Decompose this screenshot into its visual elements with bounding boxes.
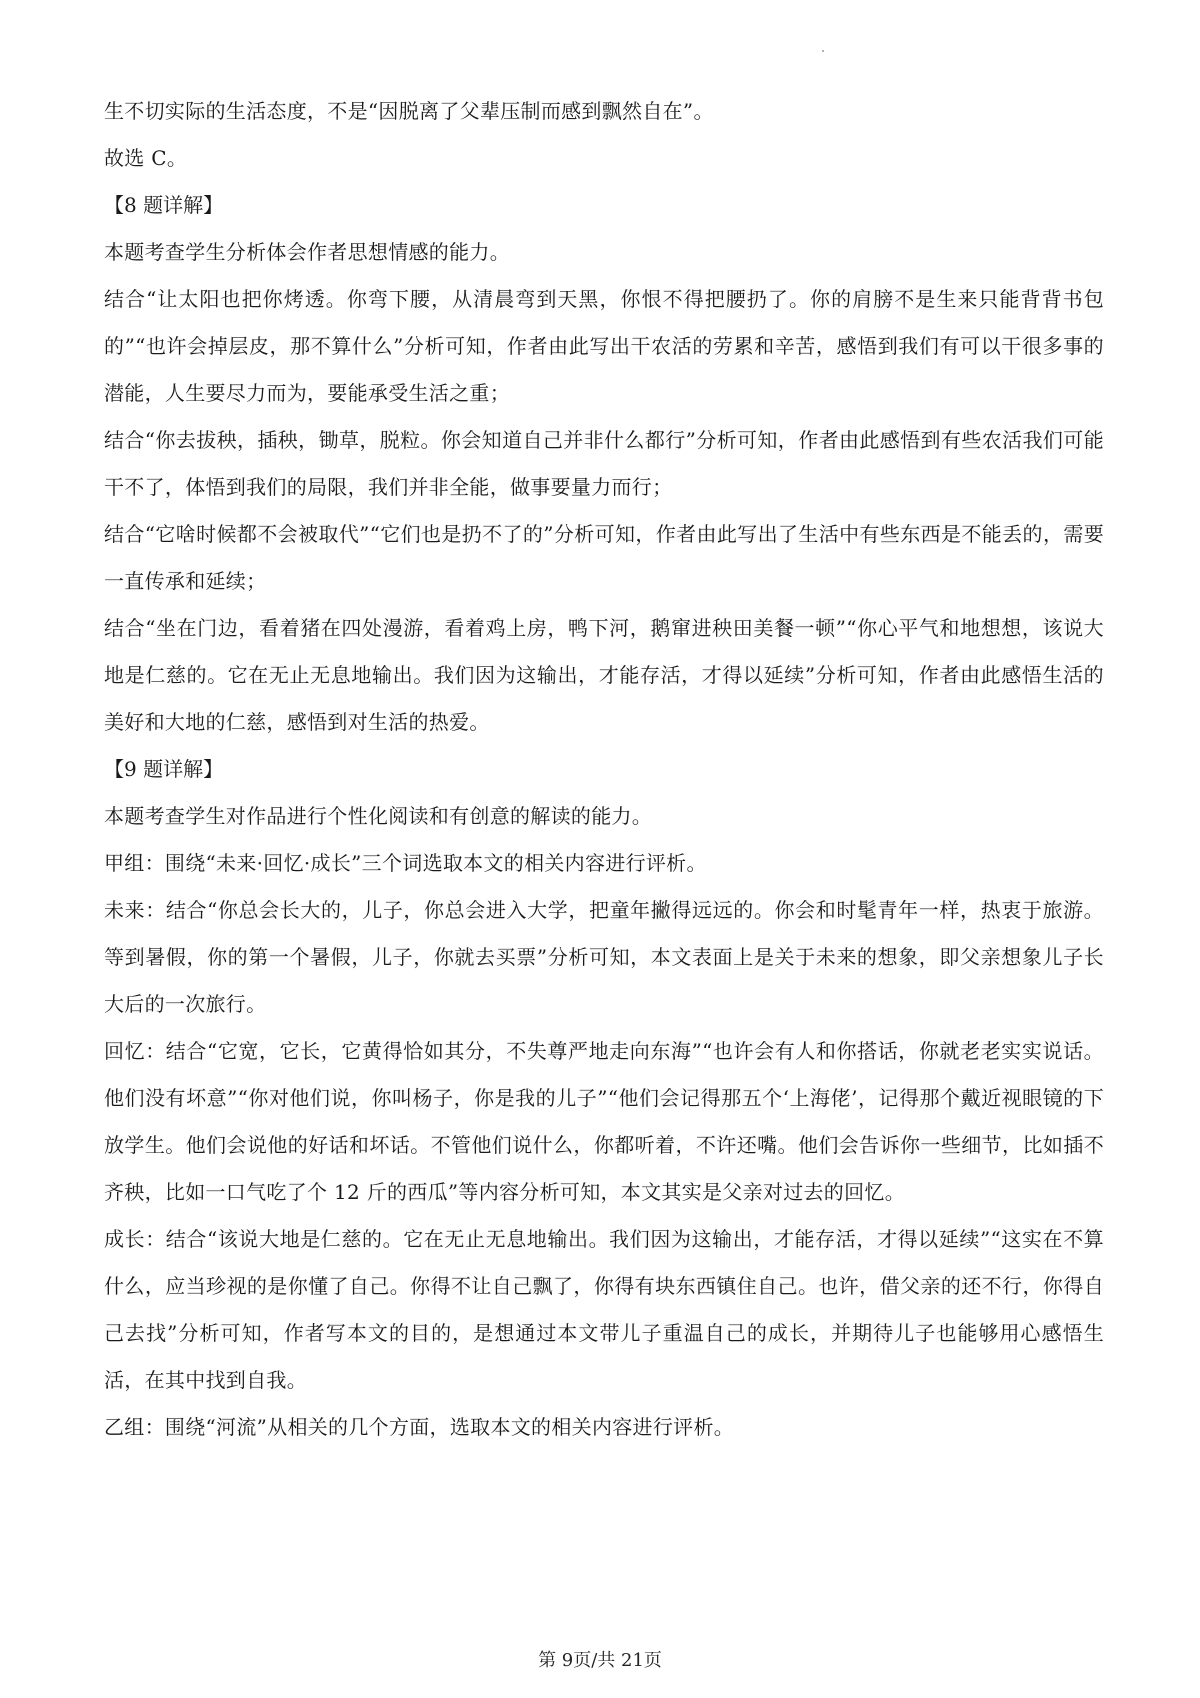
paragraph: 结合“它啥时候都不会被取代”“它们也是扔不了的”分析可知，作者由此写出了生活中有些东西是不能丢的，需要一直传承和延续； [104,522,1104,593]
paragraph: 本题考查学生对作品进行个性化阅读和有创意的解读的能力。 [104,804,653,828]
scan-dot [822,50,824,52]
paragraph: 本题考查学生分析体会作者思想情感的能力。 [104,240,510,264]
paragraph: 结合“坐在门边，看着猪在四处漫游，看着鸡上房，鸭下河，鹅窜进秧田美餐一顿”“你心平气和地想想，该说大地是仁慈的。它在无止无息地输出。我们因为这输出，才能存活，才得以延续”分析可知，作者由此感悟生活的美好和大地的仁慈，感悟到对生活的热爱。 [104,616,1104,734]
paragraph: 生不切实际的生活态度，不是“因脱离了父辈压制而感到飘然自在”。 [104,99,714,123]
paragraph: 甲组：围绕“未来·回忆·成长”三个词选取本文的相关内容进行评析。 [104,851,707,875]
paragraph: 结合“让太阳也把你烤透。你弯下腰，从清晨弯到天黑，你恨不得把腰扔了。你的肩膀不是生来只能背背书包的”“也许会掉层皮，那不算什么”分析可知，作者由此写出干农活的劳累和辛苦，感悟到我们有可以干很多事的潜能，人生要尽力而为，要能承受生活之重； [104,287,1104,405]
document-body [104,88,1104,1451]
paragraph: 乙组：围绕“河流”从相关的几个方面，选取本文的相关内容进行评析。 [104,1415,735,1439]
paragraph: 结合“你去拔秧，插秧，锄草，脱粒。你会知道自己并非什么都行”分析可知，作者由此感悟到有些农活我们可能干不了，体悟到我们的局限，我们并非全能，做事要量力而行； [104,428,1104,499]
section-heading: 【8 题详解】 [104,193,224,217]
paragraph: 成长：结合“该说大地是仁慈的。它在无止无息地输出。我们因为这输出，才能存活，才得以延续”“这实在不算什么，应当珍视的是你懂了自己。你得不让自己飘了，你得有块东西镇住自己。也许，借父亲的还不行，你得自己去找”分析可知，作者写本文的目的，是想通过本文带儿子重温自己的成长，并期待儿子也能够用心感悟生活，在其中找到自我。 [104,1227,1104,1392]
page-footer: 第 9页/共 21页 [538,1650,662,1671]
paragraph: 未来：结合“你总会长大的，儿子，你总会进入大学，把童年撇得远远的。你会和时髦青年一样，热衷于旅游。等到暑假，你的第一个暑假，儿子，你就去买票”分析可知，本文表面上是关于未来的想象，即父亲想象儿子长大后的一次旅行。 [104,898,1104,1016]
section-heading: 【9 题详解】 [104,757,224,781]
paragraph: 回忆：结合“它宽，它长，它黄得恰如其分，不失尊严地走向东海”“也许会有人和你搭话，你就老老实实说话。他们没有坏意”“你对他们说，你叫杨子，你是我的儿子”“他们会记得那五个‘上海佬’，记得那个戴近视眼镜的下放学生。他们会说他的好话和坏话。不管他们说什么，你都听着，不许还嘴。他们会告诉你一些细节，比如插不齐秧，比如一口气吃了个 12 斤的西瓜”等内容分析可知，本文其实是父亲对过去的回忆。 [104,1039,1104,1204]
paragraph: 故选 C。 [104,146,188,170]
